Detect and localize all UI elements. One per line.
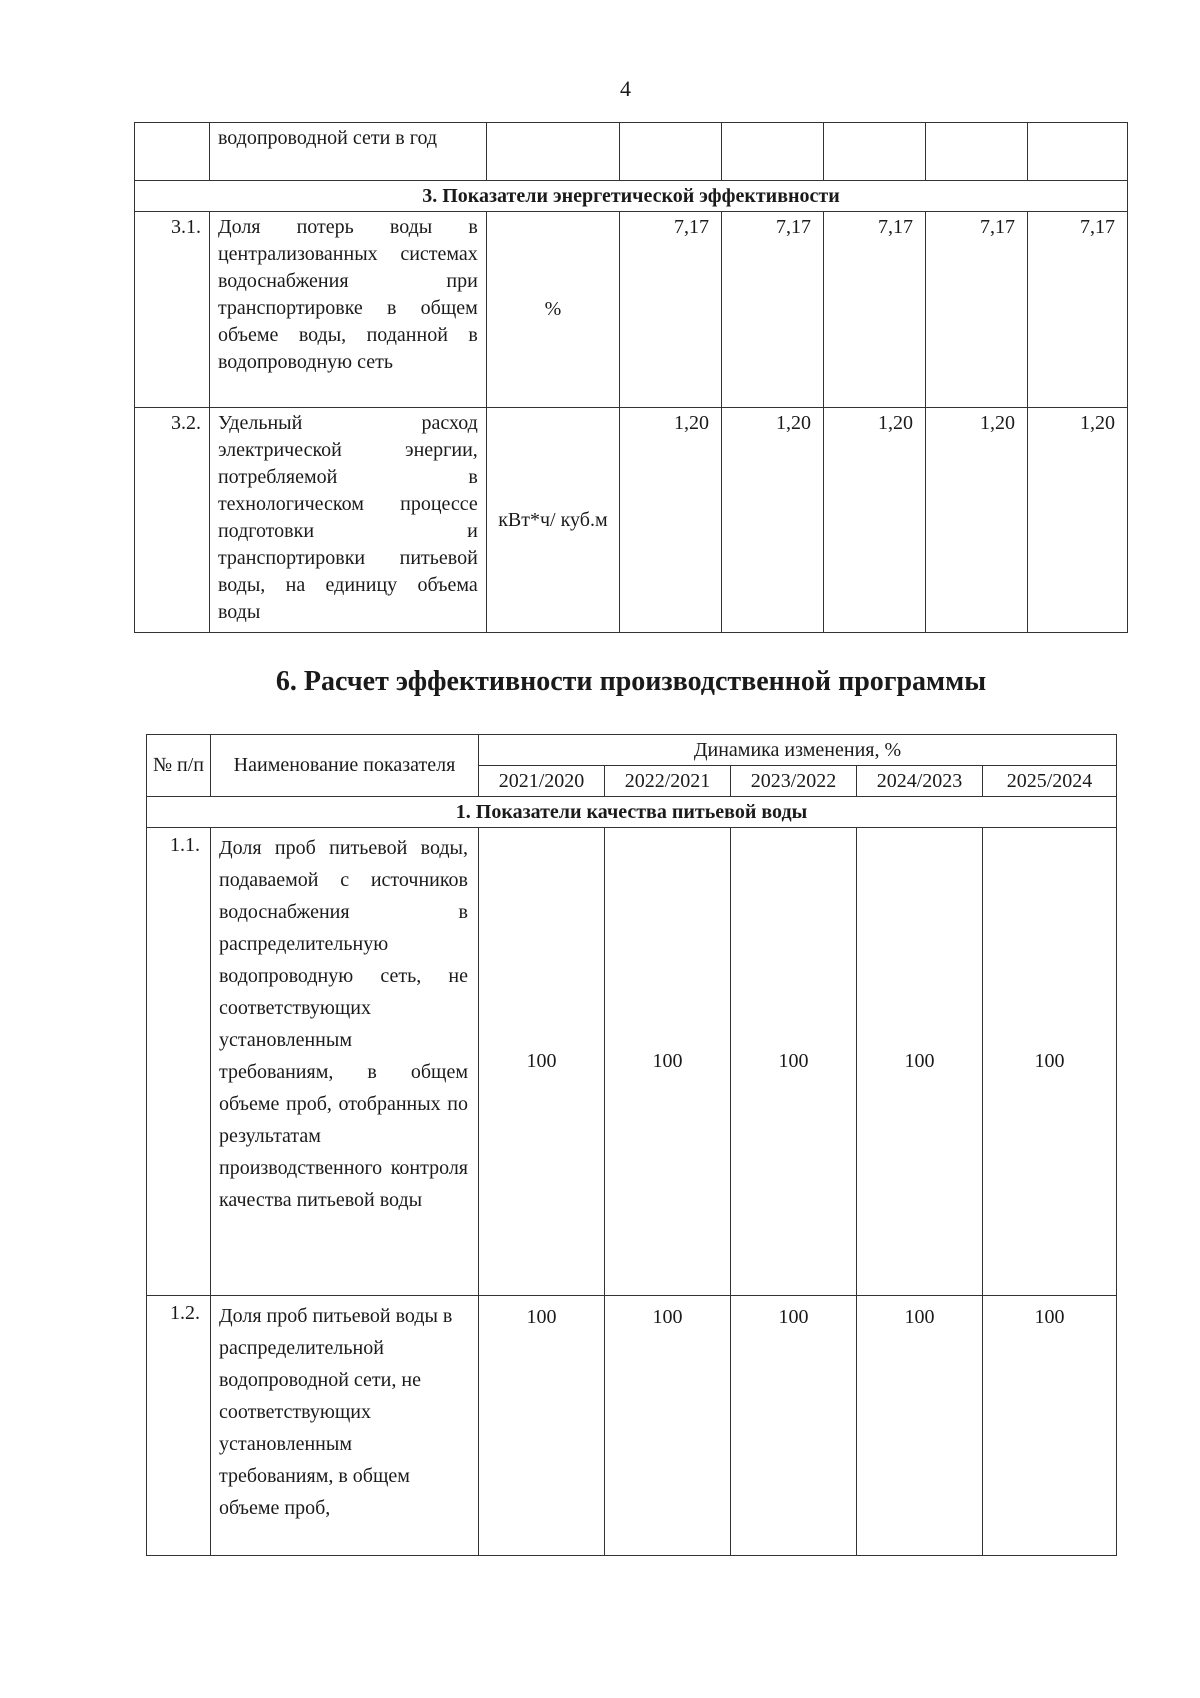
section-title: 1. Показатели качества питьевой воды <box>147 797 1117 828</box>
table-cell <box>486 123 619 181</box>
header-period: 2024/2023 <box>857 766 983 797</box>
value-cell: 1,20 <box>824 408 926 633</box>
value-cell: 100 <box>857 1296 983 1556</box>
section-row <box>147 797 1117 828</box>
row-number: 3.1. <box>135 212 210 408</box>
value-cell: 7,17 <box>824 212 926 408</box>
value-cell: 100 <box>731 828 857 1296</box>
indicator-name: Доля проб питьевой воды, подаваемой с источников водоснабжения в распределительную водопроводную сеть, не соответствующих установленным требованиям, в общем объеме проб, отобранных по результатам производственного контроля качества питьевой воды <box>211 828 479 1296</box>
header-period: 2023/2022 <box>731 766 857 797</box>
value-cell: 1,20 <box>722 408 824 633</box>
row-number: 3.2. <box>135 408 210 633</box>
section-title: 3. Показатели энергетической эффективности <box>135 181 1128 212</box>
header-name: Наименование показателя <box>211 735 479 797</box>
header-dynamics: Динамика изменения, % <box>479 735 1117 766</box>
value-cell: 1,20 <box>1028 408 1128 633</box>
value-cell: 1,20 <box>926 408 1028 633</box>
indicator-name: Доля проб питьевой воды в распределительной водопроводной сети, не соответствующих установленным требованиям, в общем объеме проб, <box>211 1296 479 1556</box>
table-row <box>135 212 1128 408</box>
value-cell: 7,17 <box>1028 212 1128 408</box>
continuation-cell: водопроводной сети в год <box>209 123 486 181</box>
indicator-name: Доля потерь воды в централизованных системах водоснабжения при транспортировке в общем объеме воды, поданной в водопроводную сеть <box>209 212 486 408</box>
header-period: 2021/2020 <box>479 766 605 797</box>
table-row <box>135 123 1128 181</box>
table-cell <box>620 123 722 181</box>
table-cell <box>824 123 926 181</box>
value-cell: 7,17 <box>620 212 722 408</box>
table-row <box>147 1296 1117 1556</box>
value-cell: 100 <box>479 828 605 1296</box>
value-cell: 100 <box>605 1296 731 1556</box>
value-cell: 100 <box>479 1296 605 1556</box>
value-cell: 100 <box>983 1296 1117 1556</box>
header-num: № п/п <box>147 735 211 797</box>
header-period: 2025/2024 <box>983 766 1117 797</box>
value-cell: 1,20 <box>620 408 722 633</box>
indicator-name: Удельный расход электрической энергии, потребляемой в технологическом процессе подготовки и транспортировки питьевой воды, на единицу объема воды <box>209 408 486 633</box>
energy-efficiency-table <box>134 122 1128 633</box>
value-cell: 7,17 <box>926 212 1028 408</box>
table-cell <box>1028 123 1128 181</box>
value-cell: 100 <box>731 1296 857 1556</box>
value-cell: 100 <box>857 828 983 1296</box>
section-heading: 6. Расчет эффективности производственной программы <box>275 666 987 697</box>
value-cell: 100 <box>605 828 731 1296</box>
row-number: 1.1. <box>147 828 211 1296</box>
unit-cell: % <box>486 212 619 408</box>
header-row <box>147 735 1117 766</box>
unit-cell: кВт*ч/ куб.м <box>486 408 619 633</box>
table-cell <box>722 123 824 181</box>
table-row <box>135 408 1128 633</box>
header-period: 2022/2021 <box>605 766 731 797</box>
efficiency-calculation-table <box>146 734 1117 1556</box>
table-row <box>147 828 1117 1296</box>
table-cell <box>926 123 1028 181</box>
value-cell: 7,17 <box>722 212 824 408</box>
section-row <box>135 181 1128 212</box>
table-cell <box>135 123 210 181</box>
row-number: 1.2. <box>147 1296 211 1556</box>
page-number: 4 <box>620 76 631 101</box>
value-cell: 100 <box>983 828 1117 1296</box>
